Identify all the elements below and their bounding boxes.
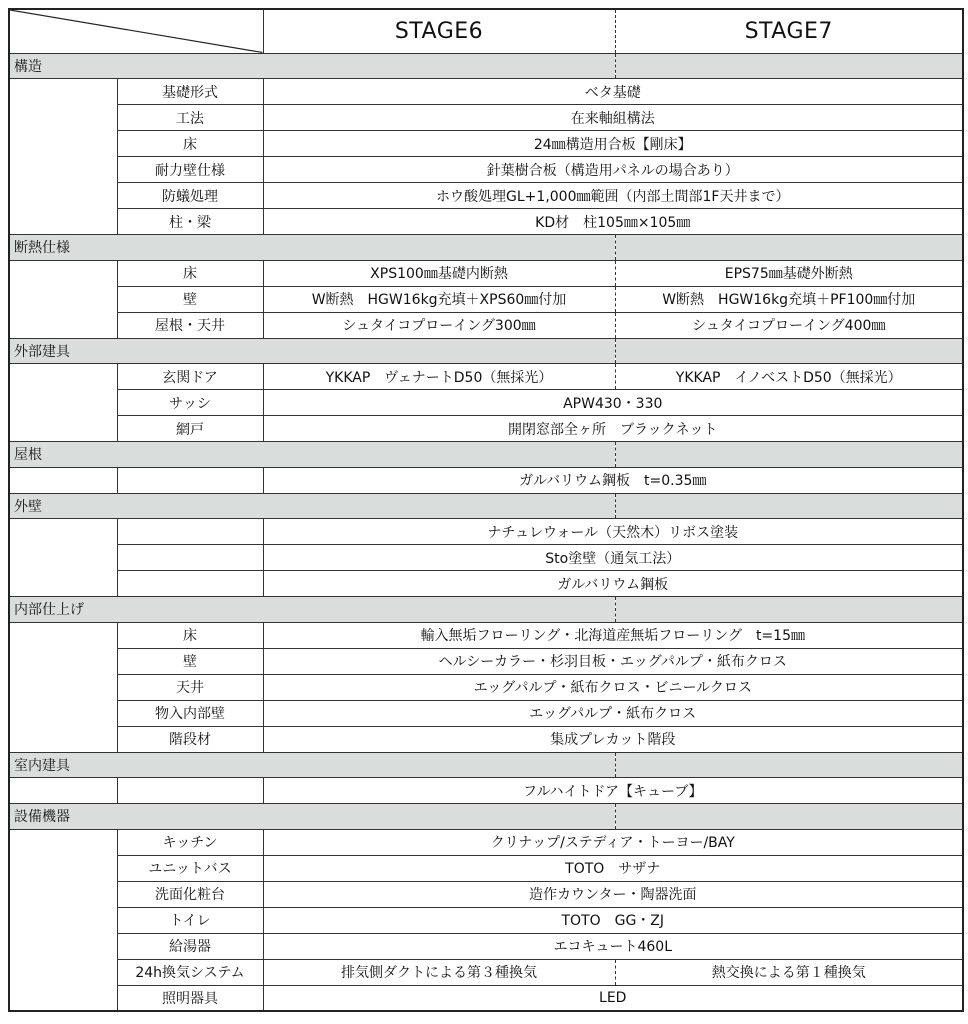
section-title: 構造 — [9, 53, 615, 79]
spec-label: 洗面化粧台 — [117, 881, 263, 907]
spec-label — [117, 545, 263, 571]
spec-row — [9, 648, 963, 674]
spec-table-body — [9, 9, 963, 1011]
spec-row — [9, 726, 963, 752]
spec-label: 照明器具 — [117, 985, 263, 1011]
spec-row — [9, 855, 963, 881]
section-title: 断熱仕様 — [9, 235, 615, 261]
spec-row — [9, 79, 963, 105]
spec-value: 造作カウンター・陶器洗面 — [263, 881, 963, 907]
section-title: 屋根 — [9, 442, 615, 468]
section-indent-cell — [9, 829, 117, 1011]
spec-label: 給湯器 — [117, 933, 263, 959]
section-title: 設備機器 — [9, 804, 615, 830]
section-indent-cell — [9, 79, 117, 235]
spec-row — [9, 131, 963, 157]
spec-value: ベタ基礎 — [263, 79, 963, 105]
spec-label: 階段材 — [117, 726, 263, 752]
spec-row — [9, 390, 963, 416]
spec-value: 針葉樹合板（構造用パネルの場合あり） — [263, 157, 963, 183]
spec-value-stage6: 排気側ダクトによる第３種換気 — [263, 959, 615, 985]
section-header-row — [9, 338, 963, 364]
section-title-filler — [615, 597, 963, 623]
spec-value: クリナップ/ステディア・トーヨー/BAY — [263, 829, 963, 855]
spec-row — [9, 519, 963, 545]
spec-value-stage6: YKKAP ヴェナートD50（無採光） — [263, 364, 615, 390]
spec-value-stage7: EPS75㎜基礎外断熱 — [615, 260, 963, 286]
section-title: 内部仕上げ — [9, 597, 615, 623]
spec-row — [9, 622, 963, 648]
spec-label: 床 — [117, 260, 263, 286]
spec-value: 在来軸組構法 — [263, 105, 963, 131]
section-title: 外壁 — [9, 493, 615, 519]
section-title: 室内建具 — [9, 752, 615, 778]
spec-value-stage6: W断熱 HGW16kg充填＋XPS60㎜付加 — [263, 286, 615, 312]
spec-label: 玄関ドア — [117, 364, 263, 390]
spec-row — [9, 105, 963, 131]
section-title: 外部建具 — [9, 338, 615, 364]
section-indent-cell — [9, 467, 117, 493]
spec-label: トイレ — [117, 907, 263, 933]
section-indent-cell — [9, 622, 117, 752]
spec-label: 壁 — [117, 648, 263, 674]
section-title-filler — [615, 493, 963, 519]
spec-value-stage6: XPS100㎜基礎内断熱 — [263, 260, 615, 286]
spec-row — [9, 829, 963, 855]
diagonal-line-icon — [10, 10, 263, 53]
spec-label — [117, 519, 263, 545]
section-header-row — [9, 235, 963, 261]
spec-row — [9, 260, 963, 286]
spec-label: ユニットバス — [117, 855, 263, 881]
spec-row — [9, 545, 963, 571]
spec-row — [9, 985, 963, 1011]
section-header-row — [9, 752, 963, 778]
spec-label — [117, 778, 263, 804]
spec-row — [9, 571, 963, 597]
stage6-header: STAGE6 — [263, 9, 615, 53]
spec-value-stage7: 熱交換による第１種換気 — [615, 959, 963, 985]
spec-label — [117, 467, 263, 493]
spec-label: 耐力壁仕様 — [117, 157, 263, 183]
section-indent-cell — [9, 364, 117, 442]
spec-label: 網戸 — [117, 416, 263, 442]
section-title-filler — [615, 53, 963, 79]
spec-value: エッグパルプ・紙布クロス・ビニールクロス — [263, 674, 963, 700]
spec-label: 屋根・天井 — [117, 312, 263, 338]
spec-value: エッグパルプ・紙布クロス — [263, 700, 963, 726]
spec-value: KD材 柱105㎜×105㎜ — [263, 209, 963, 235]
spec-label: 物入内部壁 — [117, 700, 263, 726]
spec-label: キッチン — [117, 829, 263, 855]
spec-value: ナチュレウォール（天然木）リボス塗装 — [263, 519, 963, 545]
spec-value-stage6: シュタイコプローイング300㎜ — [263, 312, 615, 338]
spec-value: 開閉窓部全ヶ所 ブラックネット — [263, 416, 963, 442]
spec-value: APW430・330 — [263, 390, 963, 416]
spec-value: ガルバリウム鋼板 t=0.35㎜ — [263, 467, 963, 493]
spec-row — [9, 209, 963, 235]
spec-row — [9, 700, 963, 726]
header-row — [9, 9, 963, 53]
section-header-row — [9, 53, 963, 79]
spec-value: LED — [263, 985, 963, 1011]
spec-row — [9, 157, 963, 183]
spec-row — [9, 881, 963, 907]
spec-value-stage7: シュタイコプローイング400㎜ — [615, 312, 963, 338]
section-title-filler — [615, 752, 963, 778]
section-indent-cell — [9, 260, 117, 338]
spec-row — [9, 286, 963, 312]
spec-row — [9, 467, 963, 493]
spec-value: フルハイトドア【キューブ】 — [263, 778, 963, 804]
corner-diagonal-cell — [9, 9, 263, 53]
spec-value: エコキュート460L — [263, 933, 963, 959]
spec-label: 24h換気システム — [117, 959, 263, 985]
spec-value: TOTO GG・ZJ — [263, 907, 963, 933]
spec-row — [9, 674, 963, 700]
spec-value: ホウ酸処理GL+1,000㎜範囲（内部土間部1F天井まで） — [263, 183, 963, 209]
spec-label: サッシ — [117, 390, 263, 416]
spec-label: 天井 — [117, 674, 263, 700]
spec-label: 工法 — [117, 105, 263, 131]
spec-value: ガルバリウム鋼板 — [263, 571, 963, 597]
spec-row — [9, 933, 963, 959]
section-title-filler — [615, 442, 963, 468]
spec-value: ヘルシーカラー・杉羽目板・エッグパルプ・紙布クロス — [263, 648, 963, 674]
section-header-row — [9, 442, 963, 468]
spec-label: 床 — [117, 622, 263, 648]
section-indent-cell — [9, 519, 117, 597]
section-title-filler — [615, 235, 963, 261]
spec-value: TOTO サザナ — [263, 855, 963, 881]
spec-label: 床 — [117, 131, 263, 157]
spec-row — [9, 778, 963, 804]
section-header-row — [9, 804, 963, 830]
spec-value: 集成プレカット階段 — [263, 726, 963, 752]
section-title-filler — [615, 804, 963, 830]
spec-value: 輸入無垢フローリング・北海道産無垢フローリング t=15㎜ — [263, 622, 963, 648]
spec-value: Sto塗壁（通気工法） — [263, 545, 963, 571]
spec-table — [8, 8, 964, 1012]
spec-row — [9, 959, 963, 985]
spec-label: 壁 — [117, 286, 263, 312]
spec-label — [117, 571, 263, 597]
stage7-header: STAGE7 — [615, 9, 963, 53]
spec-label: 基礎形式 — [117, 79, 263, 105]
spec-value-stage7: W断熱 HGW16kg充填＋PF100㎜付加 — [615, 286, 963, 312]
spec-row — [9, 907, 963, 933]
spec-row — [9, 312, 963, 338]
section-header-row — [9, 597, 963, 623]
spec-row — [9, 183, 963, 209]
section-indent-cell — [9, 778, 117, 804]
spec-label: 柱・梁 — [117, 209, 263, 235]
section-title-filler — [615, 338, 963, 364]
spec-label: 防蟻処理 — [117, 183, 263, 209]
spec-row — [9, 416, 963, 442]
section-header-row — [9, 493, 963, 519]
spec-value: 24㎜構造用合板【剛床】 — [263, 131, 963, 157]
spec-row — [9, 364, 963, 390]
spec-value-stage7: YKKAP イノベストD50（無採光） — [615, 364, 963, 390]
